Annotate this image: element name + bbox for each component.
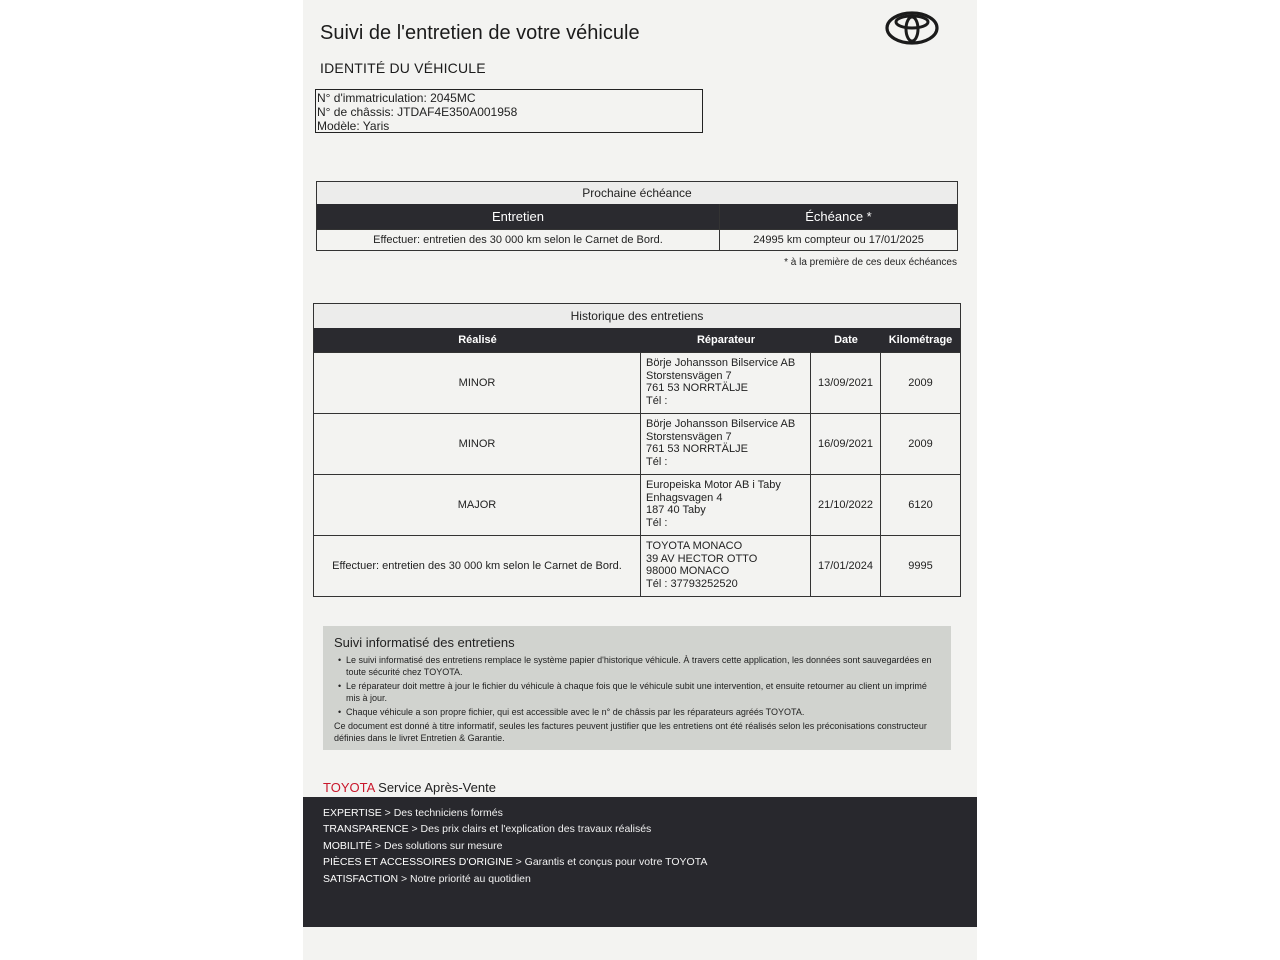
cell-realise: Effectuer: entretien des 30 000 km selon le Carnet de Bord.: [314, 536, 641, 596]
cell-realise: MINOR: [314, 353, 641, 413]
page-title: Suivi de l'entretien de votre véhicule: [320, 22, 640, 44]
repairer-phone: Tél :: [646, 394, 668, 407]
computerized-tracking-info: [323, 626, 951, 750]
service-line-key: SATISFACTION: [323, 873, 399, 885]
repairer-city: 761 53 NORRTÄLJE: [646, 382, 748, 394]
history-caption: Historique des entretiens: [314, 304, 960, 328]
service-line: [323, 840, 502, 852]
table-row: [314, 413, 960, 474]
info-note: Ce document est donné à titre informatif, seules les factures peuvent justifier que les entretiens ont été réalisés selon les préconisations constructeur définies dans le livret Entretien & Garantie.: [334, 721, 927, 743]
repairer-city: 98000 MONACO: [646, 565, 730, 577]
history-header: [314, 328, 960, 352]
after-sales-label: Service Après-Vente: [374, 780, 496, 795]
repairer-name: Börje Johansson Bilservice AB: [646, 357, 796, 369]
repairer-name: Europeiska Motor AB i Taby: [646, 479, 781, 491]
service-line-key: PIÈCES ET ACCESSOIRES D'ORIGINE: [323, 856, 513, 868]
service-line: [323, 873, 531, 885]
cell-reparateur: [641, 353, 811, 413]
section-vehicle-identity: IDENTITÉ DU VÉHICULE: [320, 60, 486, 76]
service-line-text: > Des techniciens formés: [381, 807, 503, 819]
info-bullets: [334, 654, 941, 718]
repairer-name: TOYOTA MONACO: [646, 540, 743, 552]
next-service-due: 24995 km compteur ou 17/01/2025: [720, 229, 957, 250]
repairer-city: 187 40 Taby: [646, 504, 706, 516]
info-bullet: • Chaque véhicule a son propre fichier, qui est accessible avec le n° de châssis par les réparateurs agréés TOYOTA.: [346, 706, 941, 718]
cell-date: 17/01/2024: [811, 536, 881, 596]
table-row: [314, 535, 960, 596]
next-service-task: Effectuer: entretien des 30 000 km selon le Carnet de Bord.: [317, 229, 720, 250]
info-title: Suivi informatisé des entretiens: [334, 635, 515, 650]
info-bullet: • Le suivi informatisé des entretiens remplace le système papier d'historique véhicule. À travers cette application, les données sont sauvegardées en toute sécurité chez TOYOTA.: [346, 654, 941, 678]
header-echeance: Échéance *: [805, 209, 872, 224]
model: Modèle: Yaris: [317, 119, 390, 133]
cell-km: 2009: [908, 377, 933, 389]
header-entretien: Entretien: [317, 204, 720, 229]
service-line-text: > Des prix clairs et l'explication des travaux réalisés: [408, 823, 652, 835]
chassis-number: N° de châssis: JTDAF4E350A001958: [317, 105, 518, 119]
cell-reparateur: [641, 475, 811, 535]
cell-reparateur: [641, 414, 811, 474]
repairer-street: Enhagsvagen 4: [646, 491, 723, 504]
service-line-text: > Des solutions sur mesure: [372, 840, 503, 852]
service-line-key: TRANSPARENCE: [323, 823, 409, 835]
service-line: [323, 807, 503, 819]
repairer-phone: Tél :: [646, 516, 668, 529]
service-line-text: > Notre priorité au quotidien: [398, 873, 531, 885]
vehicle-identity-box: [315, 89, 703, 133]
repairer-name: Börje Johansson Bilservice AB: [646, 418, 796, 430]
header-reparateur: Réparateur: [696, 334, 756, 346]
cell-km: 6120: [908, 499, 933, 511]
service-line-key: MOBILITÉ: [323, 840, 373, 852]
next-service-header: [317, 204, 957, 229]
cell-reparateur: [641, 536, 811, 596]
after-sales-title: [323, 780, 496, 795]
cell-km: 9995: [908, 560, 933, 572]
service-line-key: EXPERTISE: [323, 807, 382, 819]
next-service-table: [316, 181, 958, 251]
maintenance-document: [303, 0, 977, 960]
info-bullet: • Le réparateur doit mettre à jour le fichier du véhicule à chaque fois que le véhicule subit une intervention, et ensuite retourner au client un imprimé mis à jour.: [346, 680, 941, 704]
repairer-street: 39 AV HECTOR OTTO: [646, 552, 758, 565]
repairer-phone: Tél :: [646, 455, 668, 468]
service-line: [323, 856, 707, 868]
cell-date: 21/10/2022: [811, 475, 881, 535]
table-row: [314, 352, 960, 413]
next-service-row: [317, 229, 957, 250]
repairer-city: 761 53 NORRTÄLJE: [646, 443, 748, 455]
table-row: [314, 474, 960, 535]
cell-km: 2009: [908, 438, 933, 450]
next-service-caption: Prochaine échéance: [317, 182, 957, 204]
service-line: [323, 823, 651, 835]
after-sales-panel: [303, 797, 977, 927]
history-table: [313, 303, 961, 597]
cell-date: 13/09/2021: [811, 353, 881, 413]
header-date: Date: [834, 334, 858, 346]
brand-name: TOYOTA: [323, 780, 375, 795]
cell-date: 16/09/2021: [811, 414, 881, 474]
header-realise: Réalisé: [458, 334, 497, 346]
toyota-logo-icon: [885, 10, 939, 46]
cell-realise: MAJOR: [314, 475, 641, 535]
registration-number: N° d'immatriculation: 2045MC: [317, 91, 476, 105]
repairer-street: Storstensvägen 7: [646, 369, 732, 382]
cell-realise: MINOR: [314, 414, 641, 474]
repairer-phone: Tél : 37793252520: [646, 577, 738, 590]
repairer-street: Storstensvägen 7: [646, 430, 732, 443]
header-kilometrage: Kilométrage: [888, 334, 953, 346]
service-line-text: > Garantis et conçus pour votre TOYOTA: [512, 856, 708, 868]
due-footnote: * à la première de ces deux échéances: [784, 257, 957, 268]
